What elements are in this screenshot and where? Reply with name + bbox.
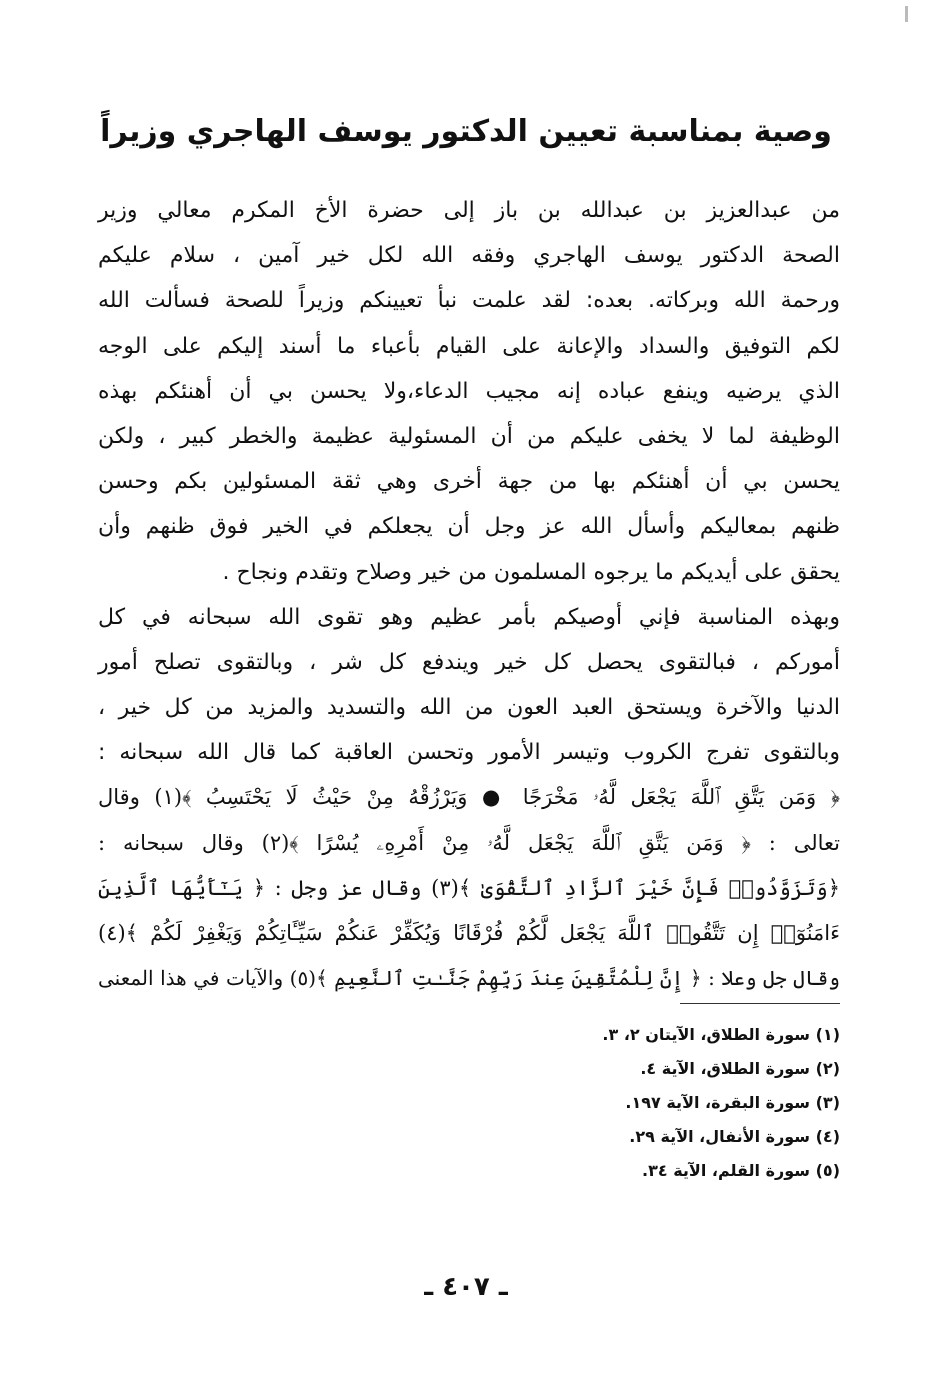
text-line: يحسن بي أن أهنئكم بها من جهة أخرى وهي ثقة المسئولين بكم وحسن [98, 469, 840, 495]
scan-mark [905, 6, 908, 22]
text-line: أموركم ، فبالتقوى يحصل كل خير ويندفع كل شر ، وبالتقوى تصلح أمور [98, 649, 840, 675]
footnote: (٢) سورة الطلاق، الآية ٤. [640, 1059, 840, 1078]
quran-line: تعالى : ﴿ وَمَن يَتَّقِ ٱللَّهَ يَجْعَل لَّهُۥ مِنْ أَمْرِهِۦ يُسْرًا ﴾(٢) وقال سبحانه : [98, 830, 840, 855]
footnote: (٣) سورة البقرة، الآية ١٩٧. [625, 1093, 840, 1112]
text-line: ورحمة الله وبركاته. بعده: لقد علمت نبأ تعيينكم وزيراً للصحة فسألت الله [98, 288, 840, 314]
text-line: يحقق على أيديكم ما يرجوه المسلمون من خير وصلاح وتقدم ونجاح . [222, 559, 840, 585]
footnote: (٥) سورة القلم، الآية ٣٤. [642, 1161, 840, 1180]
page-number: ـ ٤٠٧ ـ [424, 1272, 508, 1302]
text-line: وبالتقوى تفرج الكروب وتيسر الأمور وتحسن العاقبة كما قال الله سبحانه : [98, 740, 840, 766]
text-line: من عبدالعزيز بن عبدالله بن باز إلى حضرة الأخ المكرم معالي وزير [98, 198, 840, 223]
text-line: الوظيفة لما لا يخفى عليكم من أن المسئولية عظيمة والخطر كبير ، ولكن [98, 423, 840, 449]
footnotes [100, 1018, 840, 1188]
quran-line: وقال جل وعلا : ﴿ إِنَّ لِلْمُتَّقِينَ عِندَ رَبِّهِمْ جَنَّـٰتِ ٱلنَّعِيمِ ﴾(٥) والآيات في هذا المعنى [98, 966, 840, 991]
page-title: وصية بمناسبة تعيين الدكتور يوسف الهاجري وزيراً [100, 114, 832, 149]
footnote: (٤) سورة الأنفال، الآية ٢٩. [629, 1127, 840, 1146]
text-line: ظنهم بمعاليكم وأسأل الله عز وجل أن يجعلكم في الخير فوق ظنهم وأن [98, 514, 840, 540]
quran-line: ﴿وَتَزَوَّدُوا۟ فَإِنَّ خَيْرَ ٱلزَّادِ ٱلتَّقْوَىٰ ﴾(٣) وقال عز وجل : ﴿ يَـٰٓأَيُّهَا ٱلَّذِينَ [98, 875, 840, 900]
quran-line: ﴿ وَمَن يَتَّقِ ٱللَّهَ يَجْعَل لَّهُۥ مَخْرَجًا ● وَيَرْزُقْهُ مِنْ حَيْثُ لَا يَحْتَسِبُ ﴾(١) وقال [98, 785, 840, 810]
text-line: الدنيا والآخرة ويستحق العبد العون من الله والتسديد والمزيد من كل خير ، [98, 695, 840, 721]
text-line: الصحة الدكتور يوسف الهاجري وفقه الله لكل خير آمين ، سلام عليكم [98, 243, 840, 269]
footnote: (١) سورة الطلاق، الآيتان ٢، ٣. [602, 1025, 840, 1044]
text-line: لكم التوفيق والسداد والإعانة على القيام بأعباء ما أسند إليكم على الوجه [98, 333, 840, 359]
quran-line: ءَامَنُوٓا۟ إِن تَتَّقُوا۟ ٱللَّهَ يَجْعَل لَّكُمْ فُرْقَانًا وَيُكَفِّرْ عَنكُمْ سَيِّـَٔاتِكُمْ وَيَغْفِرْ لَكُمْ ﴾(٤) [98, 921, 840, 945]
body-text [98, 188, 840, 1001]
text-line: الذي يرضيه وينفع عباده إنه مجيب الدعاء،ولا يحسن بي أن أهنئكم بهذه [98, 378, 840, 404]
footnote-divider [680, 1003, 840, 1004]
text-line: وبهذه المناسبة فإني أوصيكم بأمر عظيم وهو تقوى الله سبحانه في كل [98, 604, 840, 630]
